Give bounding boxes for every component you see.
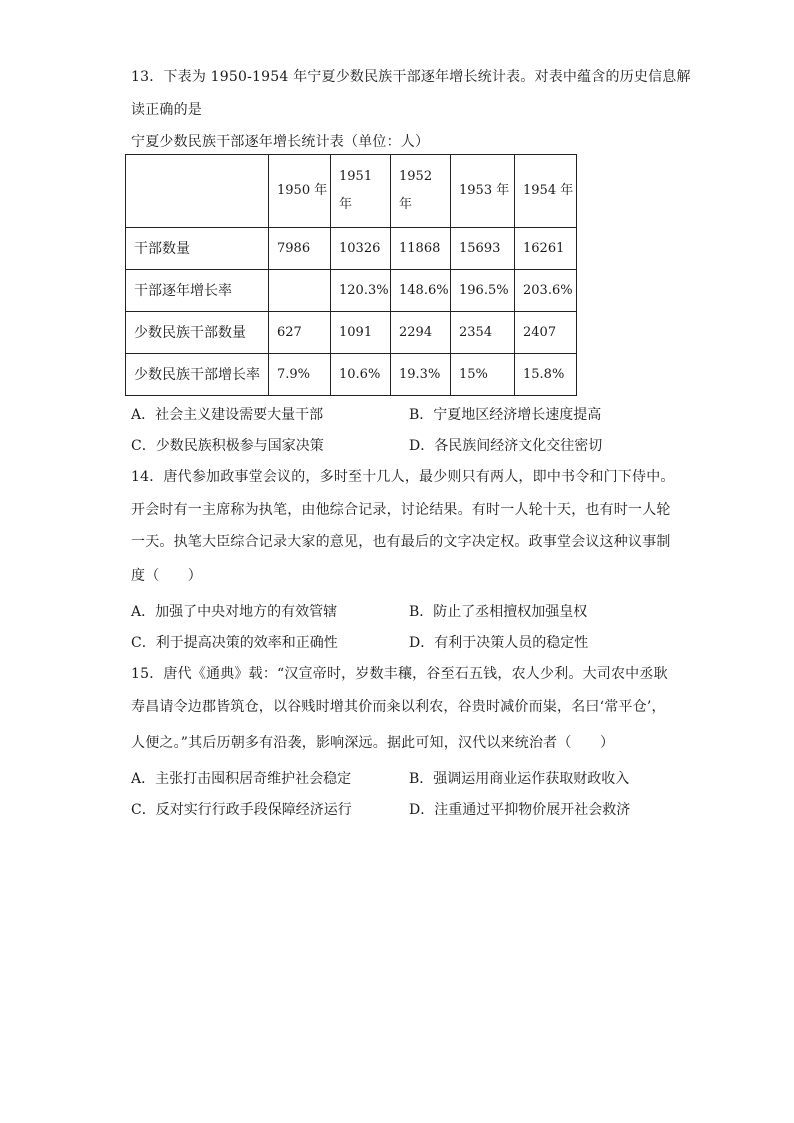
table-cell: 148.6% [391, 270, 451, 312]
table-cell: 2294 [391, 312, 451, 354]
q14-option-a[interactable]: A．加强了中央对地方的有效管辖 [131, 604, 338, 620]
q15-stem-line1: 15．唐代《通典》载：“汉宣帝时，岁数丰穰，谷至石五钱，农人少利。大司农中丞耿 [131, 666, 668, 682]
table-row-label: 干部数量 [126, 228, 269, 270]
table-cell [269, 270, 331, 312]
table-cell: 2407 [515, 312, 577, 354]
table-cell: 7986 [269, 228, 331, 270]
table-cell: 15% [451, 354, 515, 396]
table-row [126, 354, 577, 396]
q14-stem-line2: 开会时有一主席称为执笔，由他综合记录，讨论结果。有时一人轮十天，也有时一人轮 [131, 502, 671, 518]
table-cell: 16261 [515, 228, 577, 270]
table-cell: 196.5% [451, 270, 515, 312]
table-row [126, 270, 577, 312]
q14-stem-line3: 一天。执笔大臣综合记录大家的意见，也有最后的文字决定权。政事堂会议这种议事制 [131, 534, 671, 550]
table-cell: 1091 [331, 312, 391, 354]
table-cell: 627 [269, 312, 331, 354]
table-header-cell: 1951 年 [331, 155, 391, 228]
q14-option-b[interactable]: B．防止了丞相擅权加强皇权 [409, 604, 588, 620]
table-row-label: 干部逐年增长率 [126, 270, 269, 312]
q15-stem-line2: 寿昌请令边郡皆筑仓，以谷贱时增其价而籴以利农，谷贵时减价而粜，名曰‘常平仓’， [131, 699, 666, 715]
table-cell: 120.3% [331, 270, 391, 312]
q15-option-b[interactable]: B．强调运用商业运作获取财政收入 [409, 771, 630, 787]
table-header-cell [126, 155, 269, 228]
table-header-cell: 1952 年 [391, 155, 451, 228]
q13-stem-line1: 13．下表为 1950-1954 年宁夏少数民族干部逐年增长统计表。对表中蕴含的历史信息解 [131, 69, 691, 85]
table-cell: 7.9% [269, 354, 331, 396]
table-header-cell: 1953 年 [451, 155, 515, 228]
table-row [126, 228, 577, 270]
table-cell: 15.8% [515, 354, 577, 396]
table-cell: 15693 [451, 228, 515, 270]
table-row-label: 少数民族干部增长率 [126, 354, 269, 396]
table-cell: 10.6% [331, 354, 391, 396]
q15-option-c[interactable]: C．反对实行行政手段保障经济运行 [131, 802, 352, 818]
cadre-statistics-table [125, 154, 577, 396]
table-header-row [126, 155, 577, 228]
table-cell: 203.6% [515, 270, 577, 312]
q13-stem-line2: 读正确的是 [131, 102, 202, 118]
q15-stem-line3: 人便之。”其后历朝多有沿袭，影响深远。据此可知，汉代以来统治者（ ） [131, 735, 615, 751]
table-header-cell: 1954 年 [515, 155, 577, 228]
q15-option-a[interactable]: A．主张打击囤积居奇维护社会稳定 [131, 771, 352, 787]
q15-option-d[interactable]: D．注重通过平抑物价展开社会救济 [409, 802, 631, 818]
table-cell: 10326 [331, 228, 391, 270]
q13-option-a[interactable]: A．社会主义建设需要大量干部 [131, 407, 324, 423]
q14-stem-line4: 度（ ） [131, 568, 202, 584]
table-row [126, 312, 577, 354]
q13-option-d[interactable]: D．各民族间经济文化交往密切 [409, 438, 603, 454]
table-cell: 11868 [391, 228, 451, 270]
q13-option-c[interactable]: C．少数民族积极参与国家决策 [131, 438, 324, 454]
table-cell: 2354 [451, 312, 515, 354]
table-cell: 19.3% [391, 354, 451, 396]
q13-table-title: 宁夏少数民族干部逐年增长统计表（单位：人） [131, 134, 430, 150]
table-row-label: 少数民族干部数量 [126, 312, 269, 354]
q14-option-c[interactable]: C．利于提高决策的效率和正确性 [131, 635, 338, 651]
q13-option-b[interactable]: B．宁夏地区经济增长速度提高 [409, 407, 602, 423]
q14-stem-line1: 14．唐代参加政事堂会议的，多时至十几人，最少则只有两人，即中书令和门下侍中。 [131, 469, 675, 485]
q14-option-d[interactable]: D．有利于决策人员的稳定性 [409, 635, 589, 651]
table-header-cell: 1950 年 [269, 155, 331, 228]
